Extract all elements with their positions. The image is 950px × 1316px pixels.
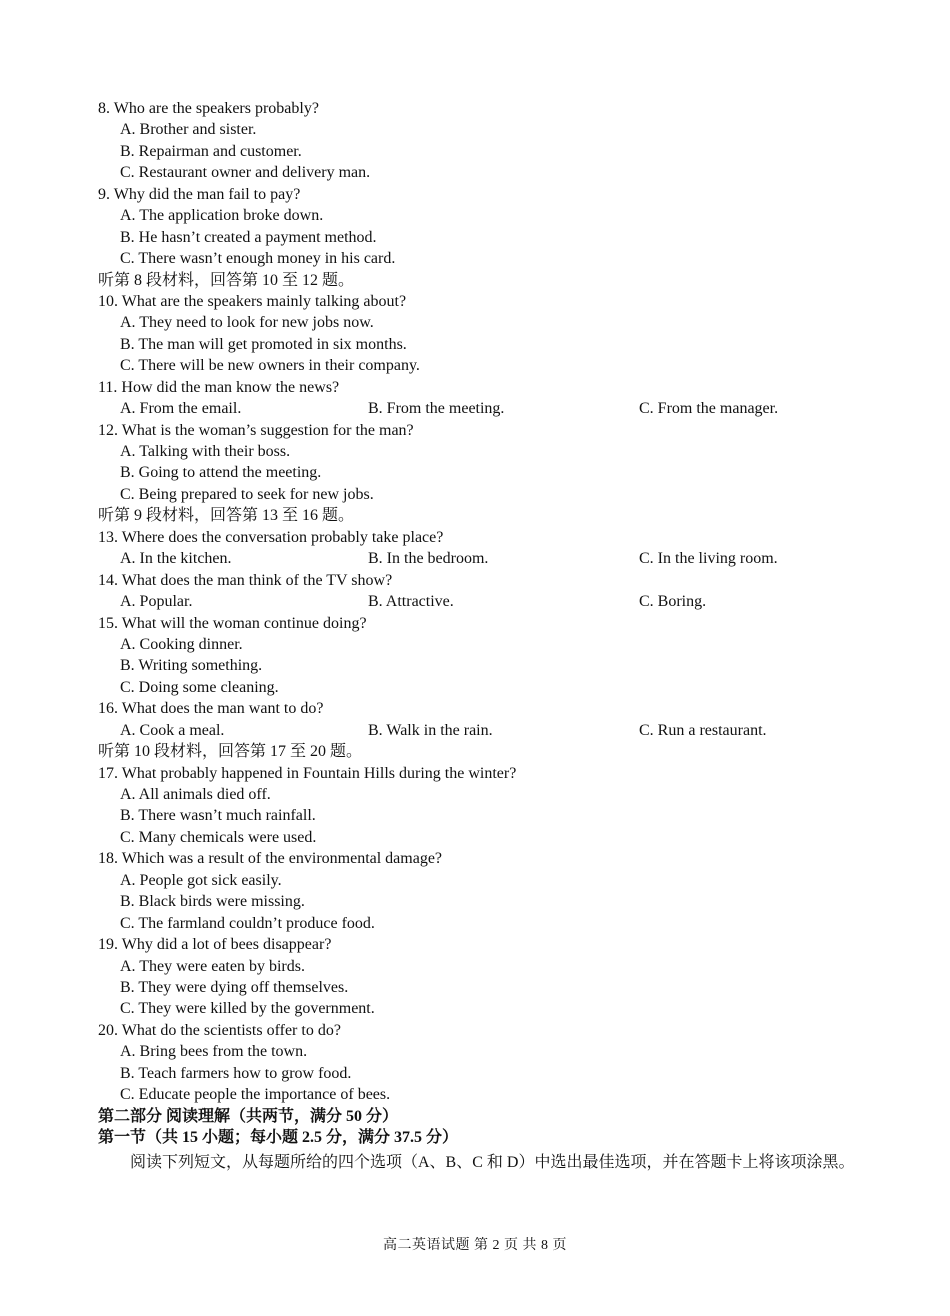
question-text: 20. What do the scientists offer to do? [98, 1021, 341, 1039]
option-text: B. Going to attend the meeting. [120, 464, 322, 482]
question-text: 10. What are the speakers mainly talking about? [98, 292, 407, 310]
option-text: A. Cooking dinner. [120, 635, 243, 653]
option-text: A. Talking with their boss. [120, 443, 291, 460]
option-c: C. Boring. [639, 593, 707, 611]
option-row [98, 720, 868, 741]
option-text: B. Black birds were missing. [120, 893, 305, 911]
question-text: 18. Which was a result of the environmental damage? [98, 850, 443, 868]
option-row [98, 398, 868, 419]
option-b: B. In the bedroom. [368, 550, 489, 568]
option-text: C. Doing some cleaning. [120, 678, 279, 696]
option-c: C. From the manager. [639, 400, 779, 418]
option-text: B. Teach farmers how to grow food. [120, 1064, 352, 1082]
option-text: C. Being prepared to seek for new jobs. [120, 485, 374, 503]
option-text: B. The man will get promoted in six months. [120, 335, 407, 353]
option-b: B. Walk in the rain. [368, 721, 493, 739]
option-text: B. Writing something. [120, 657, 263, 675]
option-text: C. Educate people the importance of bees. [120, 1086, 391, 1104]
question-text: 14. What does the man think of the TV show? [98, 571, 393, 589]
question-text: 11. How did the man know the news? [98, 378, 340, 396]
page-footer: 高二英语试题 第 2 页 共 8 页 [383, 1238, 567, 1253]
option-c: C. Run a restaurant. [639, 721, 767, 739]
section-heading: 第一节（共 15 小题；每小题 2.5 分，满分 37.5 分） [98, 1129, 459, 1146]
section-heading: 第二部分 阅读理解（共两节，满分 50 分） [98, 1107, 399, 1125]
option-text: A. Brother and sister. [120, 121, 257, 139]
option-text: B. Repairman and customer. [120, 142, 302, 160]
option-a: A. From the email. [120, 400, 242, 418]
option-row [98, 591, 868, 612]
option-text: C. Many chemicals were used. [120, 828, 317, 846]
option-a: A. In the kitchen. [120, 550, 232, 568]
option-text: C. There wasn’t enough money in his card. [120, 250, 396, 268]
question-text: 19. Why did a lot of bees disappear? [98, 936, 332, 954]
question-text: 9. Why did the man fail to pay? [98, 185, 301, 203]
option-b: B. From the meeting. [368, 400, 505, 418]
option-text: C. The farmland couldn’t produce food. [120, 914, 375, 932]
option-row [98, 548, 868, 569]
question-text: 8. Who are the speakers probably? [98, 100, 319, 117]
option-c: C. In the living room. [639, 550, 778, 568]
question-text: 17. What probably happened in Fountain Hills during the winter? [98, 764, 517, 782]
reading-instruction: 阅读下列短文，从每题所给的四个选项（A、B、C 和 D）中选出最佳选项，并在答题卡上将该项涂黑。 [130, 1154, 855, 1172]
section-instruction: 听第 8 段材料，回答第 10 至 12 题。 [98, 271, 355, 289]
option-text: B. They were dying off themselves. [120, 978, 349, 996]
section-instruction: 听第 9 段材料，回答第 13 至 16 题。 [98, 507, 355, 525]
question-text: 13. Where does the conversation probably take place? [98, 528, 444, 546]
option-text: A. They need to look for new jobs now. [120, 314, 374, 332]
option-text: A. People got sick easily. [120, 871, 282, 889]
option-text: A. All animals died off. [120, 786, 271, 803]
exam-page-content [98, 98, 868, 1175]
option-b: B. Attractive. [368, 593, 454, 611]
option-text: C. There will be new owners in their company. [120, 357, 420, 375]
option-text: A. Bring bees from the town. [120, 1043, 308, 1061]
option-a: A. Cook a meal. [120, 721, 225, 739]
question-text: 16. What does the man want to do? [98, 700, 324, 718]
option-text: B. There wasn’t much rainfall. [120, 807, 316, 825]
question-text: 12. What is the woman’s suggestion for the man? [98, 421, 414, 439]
section-instruction: 听第 10 段材料，回答第 17 至 20 题。 [98, 743, 363, 761]
option-a: A. Popular. [120, 593, 193, 611]
option-text: A. The application broke down. [120, 207, 324, 225]
option-text: B. He hasn’t created a payment method. [120, 228, 377, 246]
option-text: C. They were killed by the government. [120, 1000, 375, 1018]
option-text: A. They were eaten by birds. [120, 957, 305, 975]
question-text: 15. What will the woman continue doing? [98, 614, 367, 632]
option-text: C. Restaurant owner and delivery man. [120, 164, 371, 182]
